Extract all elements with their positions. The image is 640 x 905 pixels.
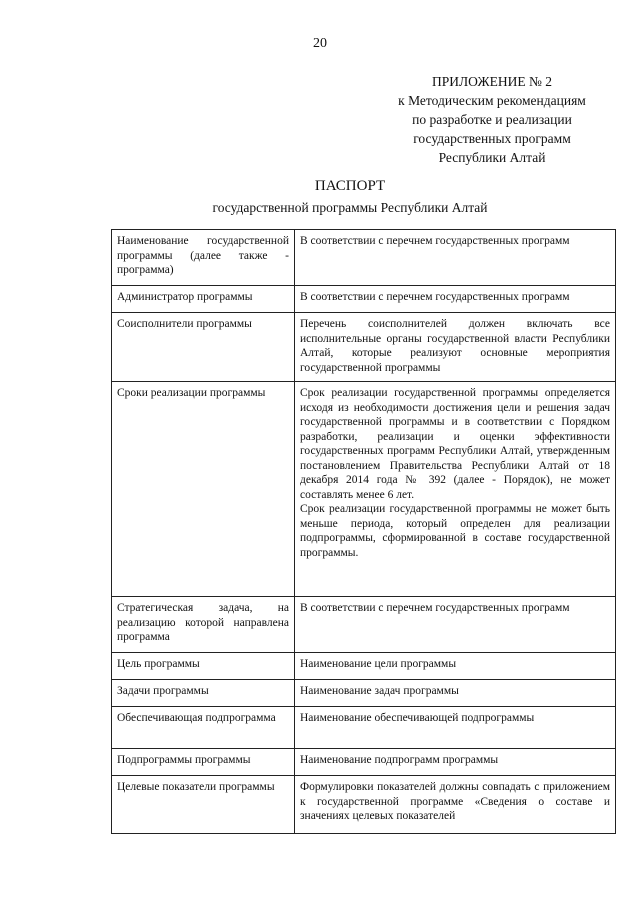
row-label: Соисполнители программы (112, 313, 295, 382)
row-content (295, 313, 616, 382)
table-row (112, 597, 616, 653)
table-row (112, 749, 616, 776)
row-content-text: Формулировки показателей должны совпадать с приложением к государственной программе «Сведения о составе и значениях целевых показателей (300, 781, 610, 822)
appendix-line: государственных программ (413, 131, 571, 146)
row-content-text: Перечень соисполнителей должен включать все исполнительные органы государственной власти Республики Алтай, которые реализуют основные мероприятия государственной программы (300, 318, 610, 374)
row-content (295, 382, 616, 597)
appendix-header (372, 72, 612, 167)
appendix-line: по разработке и реализации (412, 112, 572, 127)
row-content-text: Срок реализации государственной программы не может быть меньше периода, который определен для реализации подпрограммы, сформированной в составе государственной программы. (300, 503, 610, 559)
table-row (112, 653, 616, 680)
row-content (295, 680, 616, 707)
row-label: Стратегическая задача, на реализацию которой направлена программа (112, 597, 295, 653)
row-label: Сроки реализации программы (112, 382, 295, 597)
passport-table (111, 229, 616, 834)
row-content-text: Срок реализации государственной программы определяется исходя из необходимости достижения цели и решения задач государственной программы и в соответствии с Порядком разработки, реализации и оценки эффективности государственных программ Республики Алтай, утвержденным постановлением Правительства Республики Алтай от 18 декабря 2014 года № 392 (далее - Порядок), не может составлять менее 6 лет. (300, 387, 610, 501)
row-content-text: Наименование задач программы (300, 685, 459, 697)
row-label: Администратор программы (112, 286, 295, 313)
row-content-text: В соответствии с перечнем государственных программ (300, 235, 570, 247)
row-content (295, 749, 616, 776)
row-content-text: Наименование цели программы (300, 658, 457, 670)
table-row (112, 707, 616, 749)
row-content (295, 707, 616, 749)
row-label: Задачи программы (112, 680, 295, 707)
row-content (295, 653, 616, 680)
table-row (112, 680, 616, 707)
row-label: Цель программы (112, 653, 295, 680)
row-content-text: В соответствии с перечнем государственных программ (300, 291, 570, 303)
row-content-text: В соответствии с перечнем государственных программ (300, 602, 570, 614)
appendix-line: ПРИЛОЖЕНИЕ № 2 (431, 74, 553, 89)
row-content-text: Наименование подпрограмм программы (300, 754, 499, 766)
row-content-text: Наименование обеспечивающей подпрограммы (300, 712, 535, 724)
table-row (112, 286, 616, 313)
table-row (112, 776, 616, 834)
row-label: Целевые показатели программы (112, 776, 295, 834)
passport-subtitle: государственной программы Республики Алтай (212, 200, 488, 215)
page-number: 20 (313, 36, 327, 51)
row-content (295, 776, 616, 834)
appendix-line: Республики Алтай (438, 150, 546, 165)
row-content (295, 597, 616, 653)
row-label: Подпрограммы программы (112, 749, 295, 776)
row-content (295, 286, 616, 313)
appendix-line: к Методическим рекомендациям (398, 93, 586, 108)
table-row (112, 382, 616, 597)
row-content (295, 230, 616, 286)
row-label: Наименование государственной программы (далее также - программа) (112, 230, 295, 286)
row-label: Обеспечивающая подпрограмма (112, 707, 295, 749)
table-row (112, 230, 616, 286)
passport-title: ПАСПОРТ (314, 178, 386, 194)
table-row (112, 313, 616, 382)
